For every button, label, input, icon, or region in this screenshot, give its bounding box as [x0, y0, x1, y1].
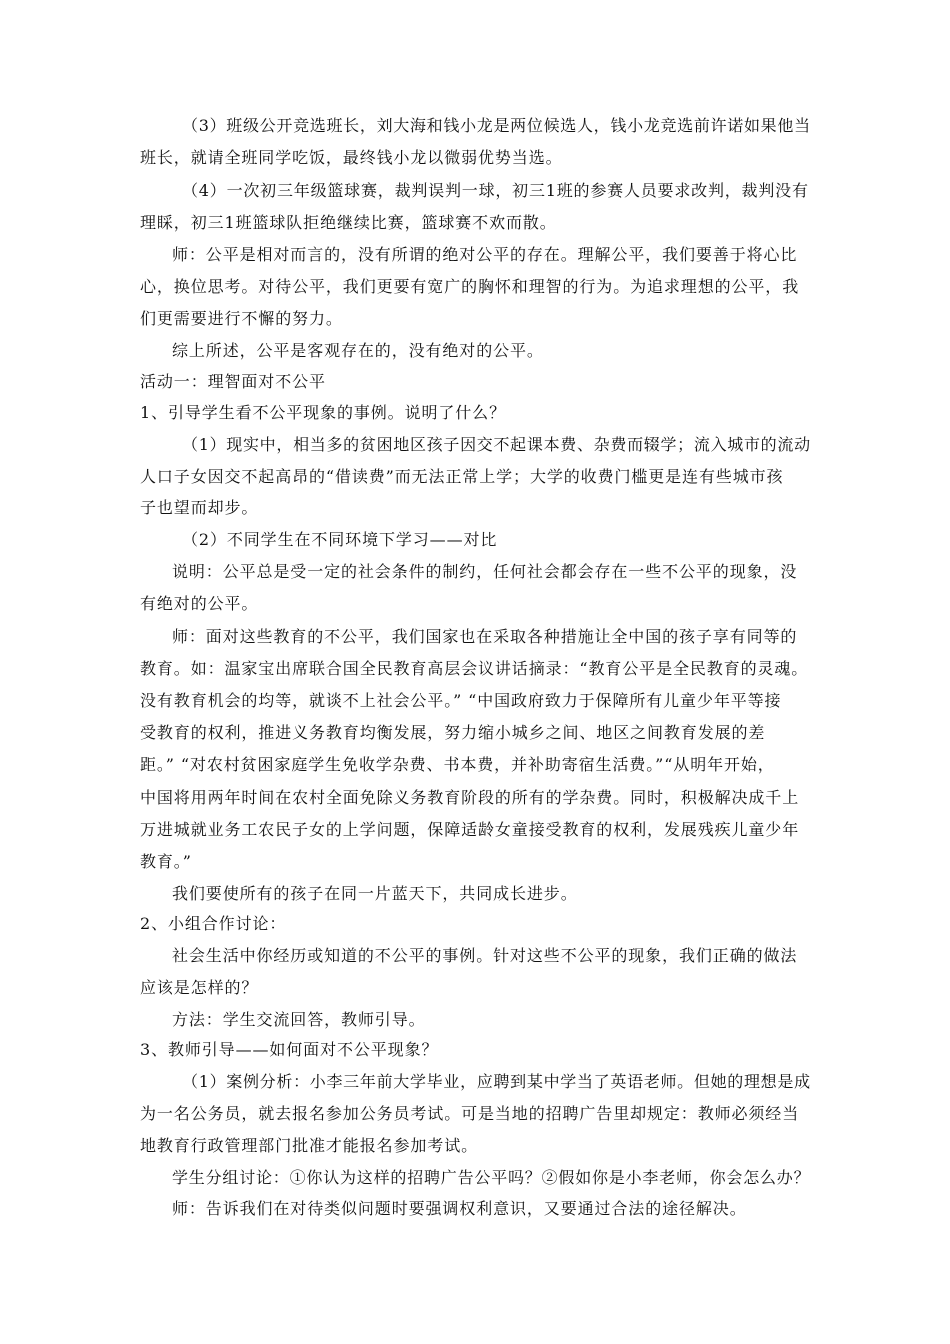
text-line: 方法：学生交流回答，教师引导。 — [172, 1010, 426, 1029]
text-line: 受教育的权利，推进义务教育均衡发展，努力缩小城乡之间、地区之间教育发展的差 — [140, 723, 766, 742]
text-line: 理睬，初三1班篮球队拒绝继续比赛，篮球赛不欢而散。 — [140, 213, 557, 232]
section-heading: 1、引导学生看不公平现象的事例。说明了什么？ — [140, 403, 506, 422]
text-line: 没有教育机会的均等，就谈不上社会公平。” “中国政府致力于保障所有儿童少年平等接 — [140, 691, 782, 710]
text-line: 应该是怎样的？ — [140, 978, 259, 997]
text-line: （2）不同学生在不同环境下学习——对比 — [182, 530, 498, 549]
text-line: 人口子女因交不起高昂的“借读费”而无法正常上学；大学的收费门槛更是连有些城市孩 — [140, 467, 784, 486]
text-line: 社会生活中你经历或知道的不公平的事例。针对这些不公平的现象，我们正确的做法 — [172, 946, 798, 965]
text-line: 教育。如：温家宝出席联合国全民教育高层会议讲话摘录：“教育公平是全民教育的灵魂。 — [140, 659, 809, 678]
text-line: 距。” “对农村贫困家庭学生免收学杂费、书本费，并补助寄宿生活费。”“从明年开始， — [140, 755, 775, 774]
text-line: 综上所述，公平是客观存在的，没有绝对的公平。 — [172, 341, 544, 360]
text-line: 班长，就请全班同学吃饭，最终钱小龙以微弱优势当选。 — [140, 148, 563, 167]
text-line: 师：公平是相对而言的，没有所谓的绝对公平的存在。理解公平，我们要善于将心比 — [172, 245, 798, 264]
text-line: 教育。” — [140, 852, 192, 871]
text-line: （1）案例分析：小李三年前大学毕业，应聘到某中学当了英语老师。但她的理想是成 — [182, 1072, 811, 1091]
text-line: 地教育行政管理部门批准才能报名参加考试。 — [140, 1136, 479, 1155]
section-heading: 活动一：理智面对不公平 — [140, 372, 326, 391]
text-line: （4）一次初三年级篮球赛，裁判误判一球，初三1班的参赛人员要求改判，裁判没有 — [182, 181, 809, 200]
text-line: 我们要使所有的孩子在同一片蓝天下，共同成长进步。 — [172, 884, 578, 903]
text-line: （3）班级公开竞选班长，刘大海和钱小龙是两位候选人，钱小龙竞选前许诺如果他当 — [182, 116, 811, 135]
text-line: 说明：公平总是受一定的社会条件的制约，任何社会都会存在一些不公平的现象，没 — [172, 562, 798, 581]
text-line: 学生分组讨论：①你认为这样的招聘广告公平吗？②假如你是小李老师，你会怎么办？ — [172, 1168, 811, 1187]
text-line: 们更需要进行不懈的努力。 — [140, 309, 343, 328]
text-line: 师：面对这些教育的不公平，我们国家也在采取各种措施让全中国的孩子享有同等的 — [172, 627, 798, 646]
text-line: （1）现实中，相当多的贫困地区孩子因交不起课本费、杂费而辍学；流入城市的流动 — [182, 435, 811, 454]
section-heading: 3、教师引导——如何面对不公平现象？ — [140, 1040, 439, 1059]
text-line: 中国将用两年时间在农村全面免除义务教育阶段的所有的学杂费。同时，积极解决成千上 — [140, 788, 800, 807]
text-line: 有绝对的公平。 — [140, 594, 259, 613]
text-line: 子也望而却步。 — [140, 498, 259, 517]
text-line: 心，换位思考。对待公平，我们更要有宽广的胸怀和理智的行为。为追求理想的公平，我 — [140, 277, 800, 296]
text-line: 为一名公务员，就去报名参加公务员考试。可是当地的招聘广告里却规定：教师必须经当 — [140, 1104, 800, 1123]
text-line: 万进城就业务工农民子女的上学问题，保障适龄女童接受教育的权利，发展残疾儿童少年 — [140, 820, 800, 839]
text-line: 师：告诉我们在对待类似问题时要强调权利意识，又要通过合法的途径解决。 — [172, 1199, 747, 1218]
section-heading: 2、小组合作讨论： — [140, 914, 287, 933]
